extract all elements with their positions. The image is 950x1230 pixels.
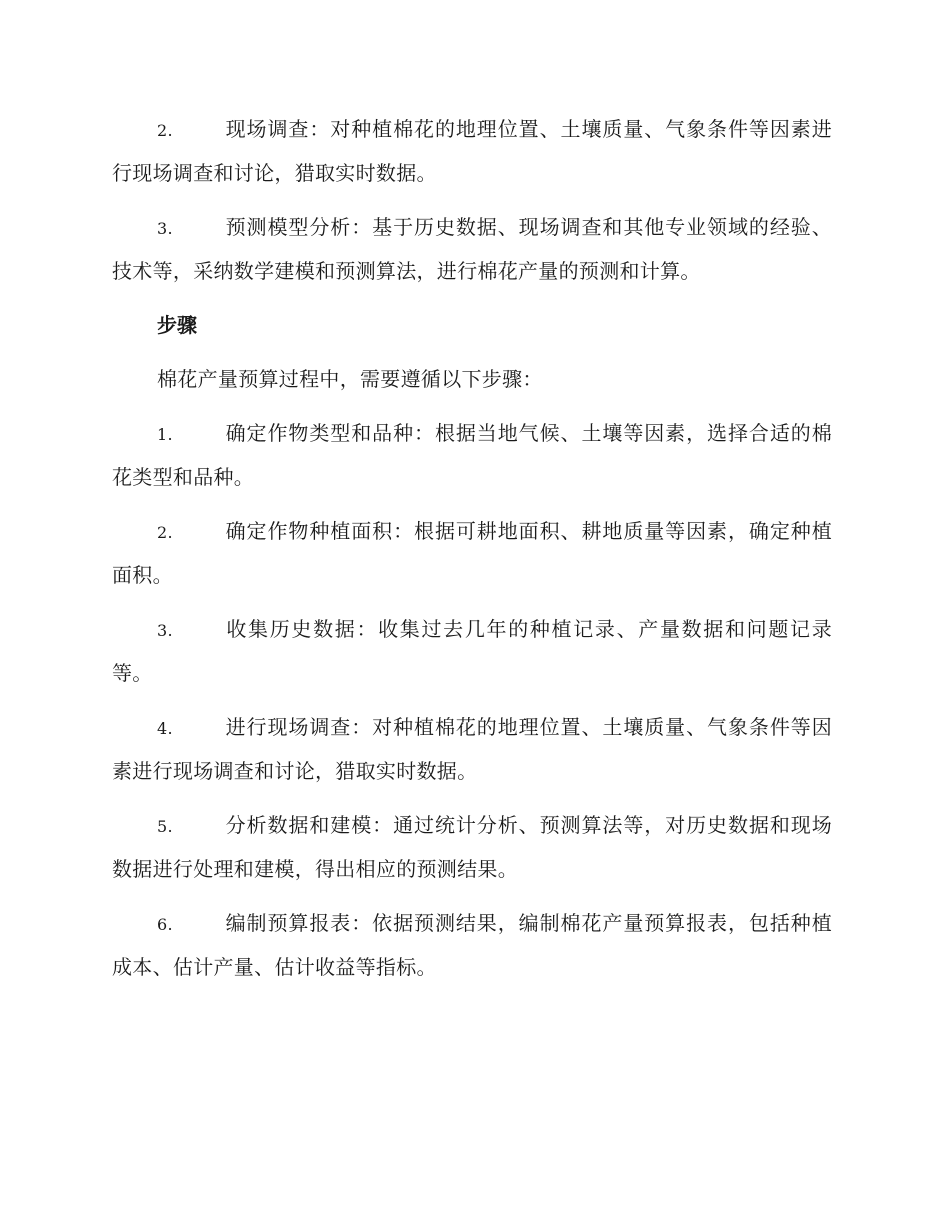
list-item (112, 206, 832, 293)
document-body (112, 108, 832, 1000)
step-number: 4. (157, 719, 173, 738)
step-item (112, 706, 832, 793)
step-number: 5. (157, 817, 173, 836)
intro-paragraph: 棉花产量预算过程中，需要遵循以下步骤： (157, 367, 543, 391)
step-text: 确定作物种植面积：根据可耕地面积、耕地质量等因素，确定种植面积。 (112, 519, 832, 587)
list-text: 预测模型分析：基于历史数据、现场调查和其他专业领域的经验、技术等，采纳数学建模和预测算法，进行棉花产量的预测和计算。 (112, 215, 832, 283)
step-number: 3. (157, 621, 173, 640)
step-number: 2. (157, 523, 173, 542)
list-text: 现场调查：对种植棉花的地理位置、土壤质量、气象条件等因素进行现场调查和讨论，猎取实时数据。 (112, 117, 832, 185)
step-item (112, 804, 832, 891)
section-heading: 步骤 (157, 313, 197, 337)
list-number: 3. (157, 219, 173, 238)
list-number: 2. (157, 121, 173, 140)
step-number: 6. (157, 915, 173, 934)
step-number: 1. (157, 425, 173, 444)
step-text: 编制预算报表：依据预测结果，编制棉花产量预算报表，包括种植成本、估计产量、估计收益等指标。 (112, 911, 832, 979)
list-item (112, 108, 832, 195)
step-item (112, 510, 832, 597)
step-text: 分析数据和建模：通过统计分析、预测算法等，对历史数据和现场数据进行处理和建模，得出相应的预测结果。 (112, 813, 832, 881)
step-text: 确定作物类型和品种：根据当地气候、土壤等因素，选择合适的棉花类型和品种。 (112, 421, 832, 489)
step-text: 收集历史数据：收集过去几年的种植记录、产量数据和问题记录等。 (112, 617, 832, 685)
step-item (112, 412, 832, 499)
step-text: 进行现场调查：对种植棉花的地理位置、土壤质量、气象条件等因素进行现场调查和讨论，猎取实时数据。 (112, 715, 832, 783)
step-item (112, 902, 832, 989)
step-item (112, 608, 832, 695)
